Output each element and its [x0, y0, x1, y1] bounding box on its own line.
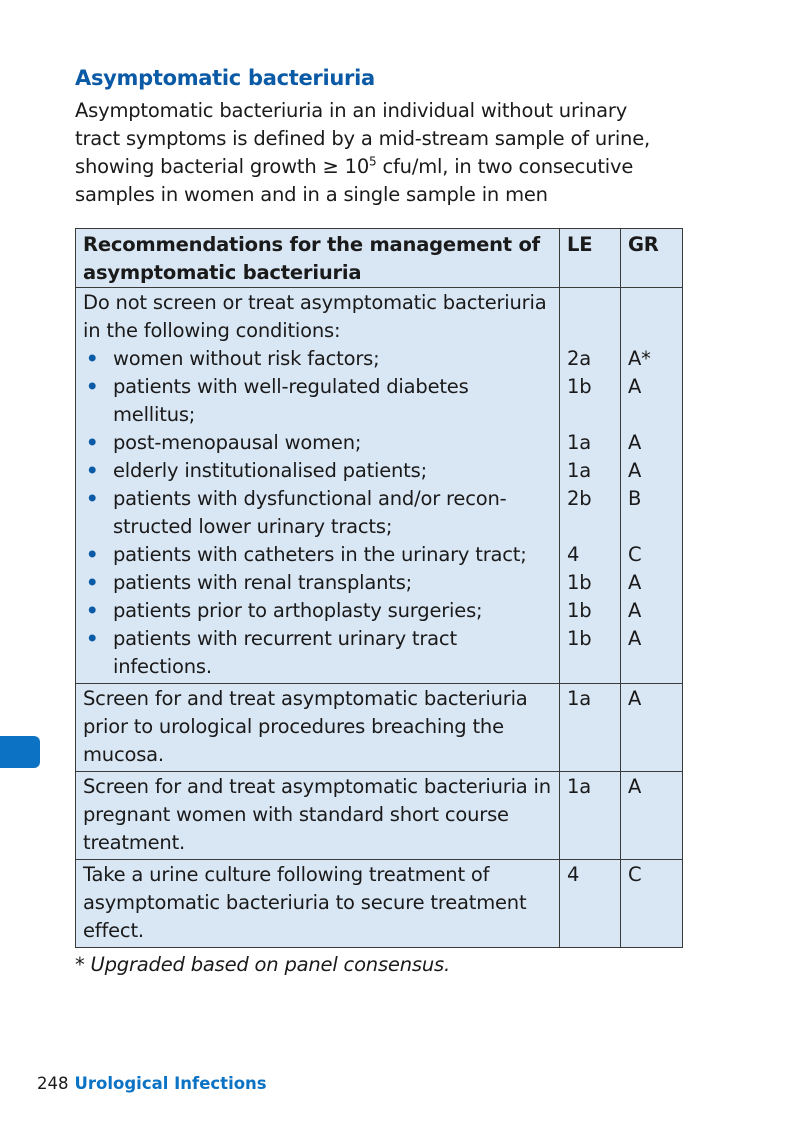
le-cell: 1a — [560, 684, 621, 772]
bullet-icon: • — [86, 459, 99, 482]
list-item: • elderly institutionalised patients; — [83, 457, 552, 485]
header-recommendations: Recommendations for the management of asymptomatic bacteriuria — [76, 229, 560, 288]
page-footer — [37, 1074, 267, 1093]
le-value: 1a — [567, 459, 591, 482]
table-row — [76, 772, 683, 860]
le-value: 4 — [567, 543, 580, 566]
recommendation-cell: Screen for and treat asymptomatic bacteriuria in pregnant women with standard short course treatment. — [76, 772, 560, 860]
list-item: • patients with renal transplants; — [83, 569, 552, 597]
header-le: LE — [560, 229, 621, 288]
gr-value: A — [628, 599, 642, 622]
recommendation-cell: Screen for and treat asymptomatic bacteriuria prior to urological procedures breaching the mucosa. — [76, 684, 560, 772]
intro-paragraph — [75, 97, 695, 209]
gr-value: C — [628, 543, 642, 566]
gr-value: A — [628, 571, 642, 594]
list-item: • patients prior to arthoplasty surgeries; — [83, 597, 552, 625]
gr-value: A — [628, 627, 642, 650]
le-value: 1a — [567, 431, 591, 454]
gr-cell: A — [621, 684, 683, 772]
le-value: 2b — [567, 487, 592, 510]
gr-cell: C — [621, 860, 683, 948]
le-value: 1b — [567, 375, 592, 398]
list-item: • patients with dysfunctional and/or recon-structed lower urinary tracts; — [86, 487, 507, 538]
le-value: 2a — [567, 347, 591, 370]
chapter-tab-marker — [0, 736, 40, 768]
gr-value: A — [628, 375, 642, 398]
recommendation-cell — [76, 288, 560, 684]
footnote: * Upgraded based on panel consensus. — [75, 953, 450, 976]
intro-line: showing bacterial growth ≥ $10^5$ cfu/ml, in two consecutive — [75, 154, 634, 178]
list-item: • patients with well-regulated diabetes mellitus; — [86, 375, 469, 426]
bullet-icon: • — [86, 571, 99, 594]
bullet-icon: • — [86, 543, 99, 566]
section-title: Urological Infections — [74, 1074, 267, 1093]
list-item: • patients with recurrent urinary tract infections. — [86, 627, 457, 678]
header-gr: GR — [621, 229, 683, 288]
list-item: • patients with catheters in the urinary tract; — [83, 541, 552, 569]
bullet-icon: • — [86, 627, 99, 650]
gr-value: A — [628, 459, 642, 482]
intro-line: tract symptoms is defined by a mid-stream sample of urine, — [75, 127, 651, 150]
bullet-icon: • — [86, 487, 99, 510]
page-number: 248 — [37, 1074, 69, 1093]
le-value: 1b — [567, 599, 592, 622]
le-cell — [560, 288, 621, 684]
le-cell: 4 — [560, 860, 621, 948]
intro-line: Asymptomatic bacteriuria in an individual without urinary — [75, 99, 628, 122]
bullet-icon: • — [86, 375, 99, 398]
bullet-icon: • — [86, 347, 99, 370]
conditions-list — [83, 345, 552, 681]
gr-value: A — [628, 431, 642, 454]
le-cell: 1a — [560, 772, 621, 860]
section-heading: Asymptomatic bacteriuria — [75, 66, 375, 90]
list-item: • women without risk factors; — [83, 345, 552, 373]
list-item: • post-menopausal women; — [83, 429, 552, 457]
table-header-row — [76, 229, 683, 288]
intro-line: samples in women and in a single sample in men — [75, 183, 548, 206]
recommendation-cell: Take a urine culture following treatment of asymptomatic bacteriuria to secure treatment effect. — [76, 860, 560, 948]
gr-cell — [621, 288, 683, 684]
gr-cell: A — [621, 772, 683, 860]
bullet-icon: • — [86, 431, 99, 454]
gr-value: B — [628, 487, 642, 510]
gr-value: A* — [628, 347, 651, 370]
recommendations-table — [75, 228, 683, 948]
le-value: 1b — [567, 571, 592, 594]
table-row — [76, 288, 683, 684]
table-row — [76, 860, 683, 948]
table-row — [76, 684, 683, 772]
bullet-icon: • — [86, 599, 99, 622]
recommendation-intro: Do not screen or treat asymptomatic bacteriuria in the following conditions: — [83, 291, 547, 342]
le-value: 1b — [567, 627, 592, 650]
